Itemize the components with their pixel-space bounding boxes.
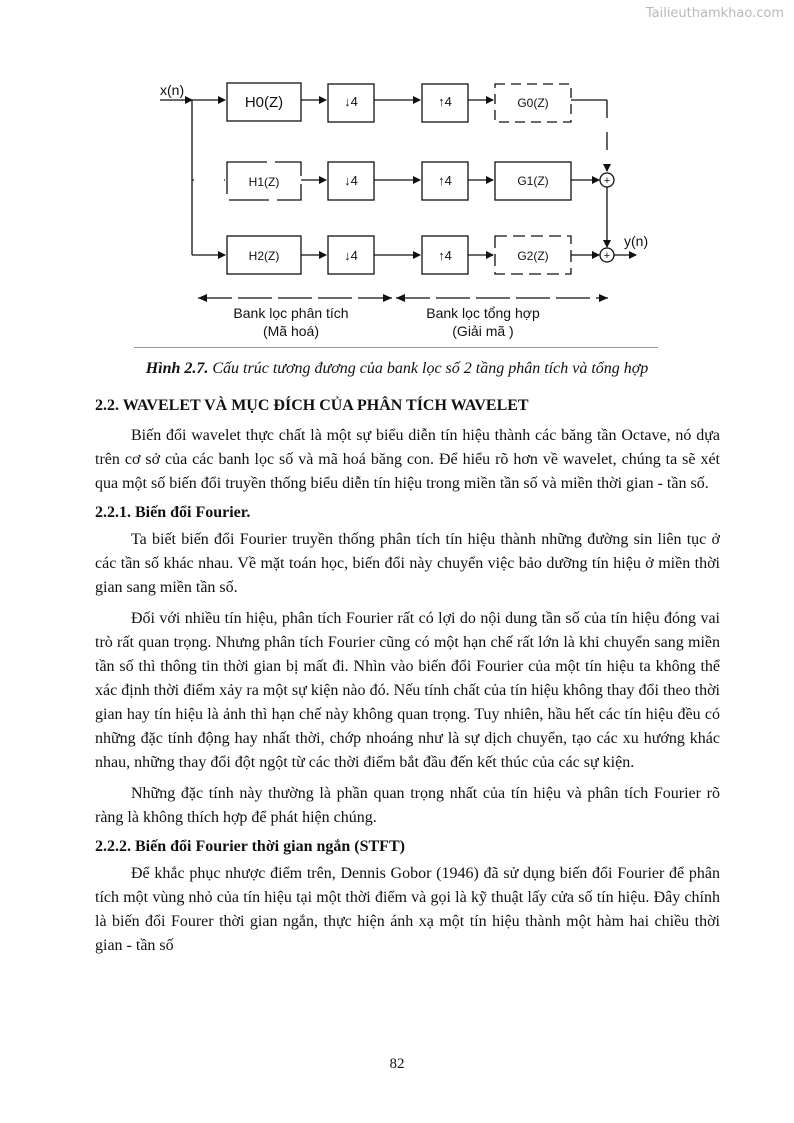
- caption-text: Cấu trúc tương đương của bank lọc số 2 tầng phân tích và tổng hợp: [208, 360, 649, 377]
- section-2-2-2-paragraph-1: Để khắc phục nhược điểm trên, Dennis Gobor (1946) đã sử dụng biến đổi Fourier để phân tích một vùng nhỏ của tín hiệu tại một thời điểm và gọi là kỹ thuật lấy cửa số tín hiệu. Đây chính là biến đổi Fourer thời gian ngắn, thực hiện ánh xạ một tín hiệu thành một hàm hai chiều thời gian - tần số: [95, 865, 720, 954]
- synthesis-bank-sublabel: (Giải mã ): [452, 323, 514, 339]
- downsampler-0: ↓4: [344, 94, 358, 109]
- page-number: 82: [389, 1056, 405, 1072]
- figure-caption: [0, 360, 794, 378]
- analysis-filter-2: H2(Z): [248, 249, 280, 263]
- upsampler-1: ↑4: [438, 173, 452, 188]
- input-label: x(n): [160, 82, 185, 98]
- synthesis-filter-0: G0(Z): [517, 96, 549, 110]
- section-2-2-1-paragraph-1: Ta biết biến đổi Fourier truyền thống phân tích tín hiệu thành những đường sin liên tục ở các tần số khác nhau. Về mặt toán học, biến đổi này chuyển việc bảo dưỡng tín hiệu ở miền thời gian sang miền tần số.: [95, 531, 720, 596]
- figure-separator: [134, 347, 658, 348]
- watermark: Tailieuthamkhao.com: [645, 6, 784, 21]
- downsampler-1: ↓4: [344, 173, 358, 188]
- filter-bank-diagram: [0, 0, 794, 350]
- downsampler-2: ↓4: [344, 248, 358, 263]
- upsampler-2: ↑4: [438, 248, 452, 263]
- adder-symbol-2: +: [603, 250, 611, 262]
- section-2-2-paragraph-1: Biến đổi wavelet thực chất là một sự biểu diễn tín hiệu thành các băng tần Octave, nó dựa trên cơ sở của các banh lọc số và mã hoá băng con. Để hiểu rõ hơn về wavelet, chúng ta sẽ xét qua một số biến đổi truyền thống biểu diễn tín hiệu trong miền tần số và miền thời gian - tần số.: [95, 427, 720, 492]
- adder-symbol-1: +: [603, 175, 611, 187]
- analysis-bank-label: Bank lọc phân tích: [233, 305, 349, 321]
- upsampler-0: ↑4: [438, 94, 452, 109]
- synthesis-bank-label: Bank lọc tổng hợp: [426, 305, 540, 321]
- synthesis-filter-1: G1(Z): [517, 174, 549, 188]
- caption-number: Hình 2.7.: [145, 360, 209, 377]
- section-2-2-title: 2.2. WAVELET VÀ MỤC ĐÍCH CỦA PHÂN TÍCH WAVELET: [95, 397, 529, 414]
- section-2-2-1-title: 2.2.1. Biến đổi Fourier.: [95, 504, 251, 521]
- section-2-2-1-paragraph-3: Những đặc tính này thường là phần quan trọng nhất của tín hiệu và phân tích Fourier rõ ràng là không thích hợp để phát hiện chúng.: [95, 785, 720, 826]
- analysis-filter-0: H0(Z): [244, 94, 284, 111]
- output-label: y(n): [624, 233, 649, 249]
- analysis-filter-1: H1(Z): [248, 175, 280, 189]
- analysis-bank-sublabel: (Mã hoá): [262, 323, 320, 339]
- synthesis-filter-2: G2(Z): [517, 249, 549, 263]
- section-2-2-2-title: 2.2.2. Biến đổi Fourier thời gian ngắn (STFT): [95, 838, 405, 855]
- document-body: [95, 396, 720, 965]
- section-2-2-1-paragraph-2: Đối với nhiều tín hiệu, phân tích Fourier rất có lợi do nội dung tần số của tín hiệu đóng vai trò rất quan trọng. Nhưng phân tích Fourier cũng có một hạn chế rất lớn là khi chuyển sang miền tần số thì thông tin thời gian bị mất đi. Nhìn vào biến đổi Fourier của một tín hiệu ta không thể xác định thời điểm xảy ra một sự kiện nào đó. Nếu tính chất của tín hiệu không thay đổi theo thời gian hay tín hiệu là ảnh thì hạn chế này không quan trọng. Tuy nhiên, hầu hết các tín hiệu đều có những đặc tính động hay nhất thời, chớp nhoáng như là sự dịch chuyển, tạo các xu hướng khác nhau, những thay đổi đột ngột từ các thời điểm bắt đầu đến kết thúc của các sự kiện.: [95, 610, 720, 771]
